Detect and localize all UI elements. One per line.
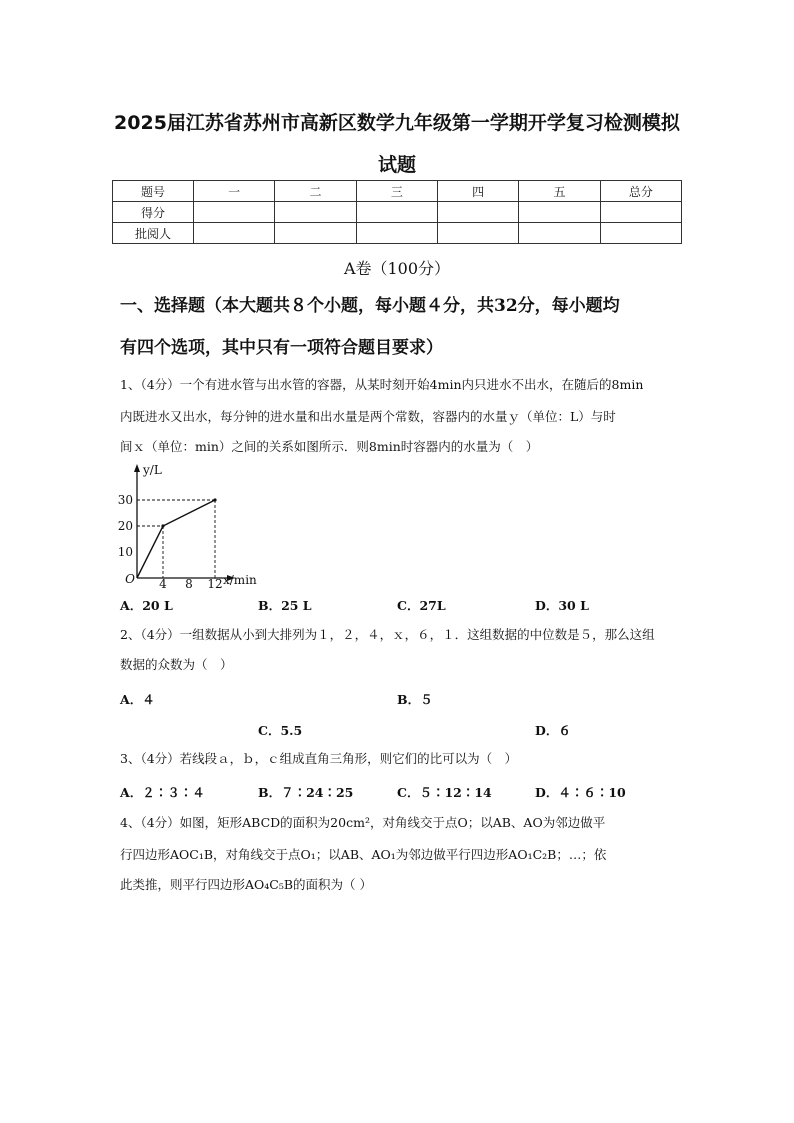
score-table-cell: 一 [194,181,275,202]
volume-line [137,500,215,578]
option-a[interactable]: A．20 L [120,598,173,613]
score-table-cell [600,202,681,223]
part-heading-continued: 有四个选项，其中只有一项符合题目要求） [120,338,443,358]
score-table-cell [519,202,600,223]
graph-line [137,498,217,578]
question-4-text: 此类推，则平行四边形AO₄C₅B的面积为（ ） [120,877,373,892]
document-title: 2025届江苏省苏州市高新区数学九年级第一学期开学复习检测模拟 [114,112,680,134]
score-table-cell: 批阅人 [113,223,194,244]
score-table-row [113,202,682,223]
score-table-cell [275,223,356,244]
score-table-cell [356,202,437,223]
score-table-cell: 四 [437,181,518,202]
option-c[interactable]: C．5.5 [258,723,303,738]
section-heading: A卷（100分） [343,259,451,278]
score-table-cell [194,202,275,223]
option-c[interactable]: C．５∶12∶14 [397,785,492,800]
option-d[interactable]: D．６ [535,723,571,738]
y-axis-label: y/L [143,463,162,477]
score-table [112,180,682,244]
question-1-text: 内既进水又出水，每分钟的进水量和出水量是两个常数，容器内的水量ｙ（单位：L）与时 [120,409,616,424]
score-table-cell: 题号 [113,181,194,202]
water-volume-graph [115,462,275,590]
data-point [213,498,216,501]
question-2-text: 2、（4分）一组数据从小到大排列为１，２，４，ｘ，６，１．这组数据的中位数是５，那么这组 [120,627,655,642]
graph-labels [118,463,257,590]
origin-label: O [125,572,135,586]
score-table-cell: 二 [275,181,356,202]
question-4-text: 行四边形AOC₁B，对角线交于点O₁；以AB、AO₁为邻边做平行四边形AO₁C₂B；…；依 [120,847,607,862]
question-1-text: 间ｘ（单位：min）之间的关系如图所示．则8min时容器内的水量为（ ） [120,439,539,454]
y-tick-label: 10 [117,545,133,559]
score-table-cell [437,202,518,223]
score-table-cell [600,223,681,244]
x-axis-label: x/min [223,573,257,587]
x-tick-label: 8 [185,577,193,590]
question-3-text: 3、（4分）若线段ａ，ｂ，ｃ组成直角三角形，则它们的比可以为（ ） [120,751,518,766]
x-tick-label: 4 [159,577,167,590]
option-d[interactable]: D．４∶６∶10 [535,785,626,800]
score-table-cell [519,223,600,244]
score-table-header-row [113,181,682,202]
option-b[interactable]: B．25 L [258,598,312,613]
document-title-continued: 试题 [377,154,416,176]
x-tick-label: 12 [207,577,223,590]
score-table-cell [437,223,518,244]
y-axis-arrow [134,464,140,472]
score-table-row [113,223,682,244]
score-table-cell [194,223,275,244]
score-table-cell: 总分 [600,181,681,202]
question-4-text: 4、（4分）如图，矩形ABCD的面积为20cm²，对角线交于点O；以AB、AO为邻边做平 [120,815,606,830]
graph-guide-lines [137,500,215,578]
graph-axes [134,464,235,581]
option-a[interactable]: A．４ [120,692,155,707]
score-table-cell: 五 [519,181,600,202]
score-table-cell: 三 [356,181,437,202]
option-b[interactable]: B．５ [397,692,433,707]
y-tick-label: 20 [117,519,133,533]
y-tick-label: 30 [117,493,133,507]
score-table-cell: 得分 [113,202,194,223]
data-point [161,524,164,527]
question-2-text: 数据的众数为（ ） [120,657,233,672]
option-c[interactable]: C．27L [397,598,446,613]
option-a[interactable]: A．２∶３∶４ [120,785,205,800]
option-d[interactable]: D．30 L [535,598,589,613]
question-1-text: 1、（4分）一个有进水管与出水管的容器，从某时刻开始4min内只进水不出水，在随后的8min [120,377,644,392]
part-heading: 一、选择题（本大题共８个小题，每小题４分，共32分，每小题均 [120,296,620,316]
option-b[interactable]: B．７∶24∶25 [258,785,354,800]
score-table-cell [356,223,437,244]
score-table-cell [275,202,356,223]
